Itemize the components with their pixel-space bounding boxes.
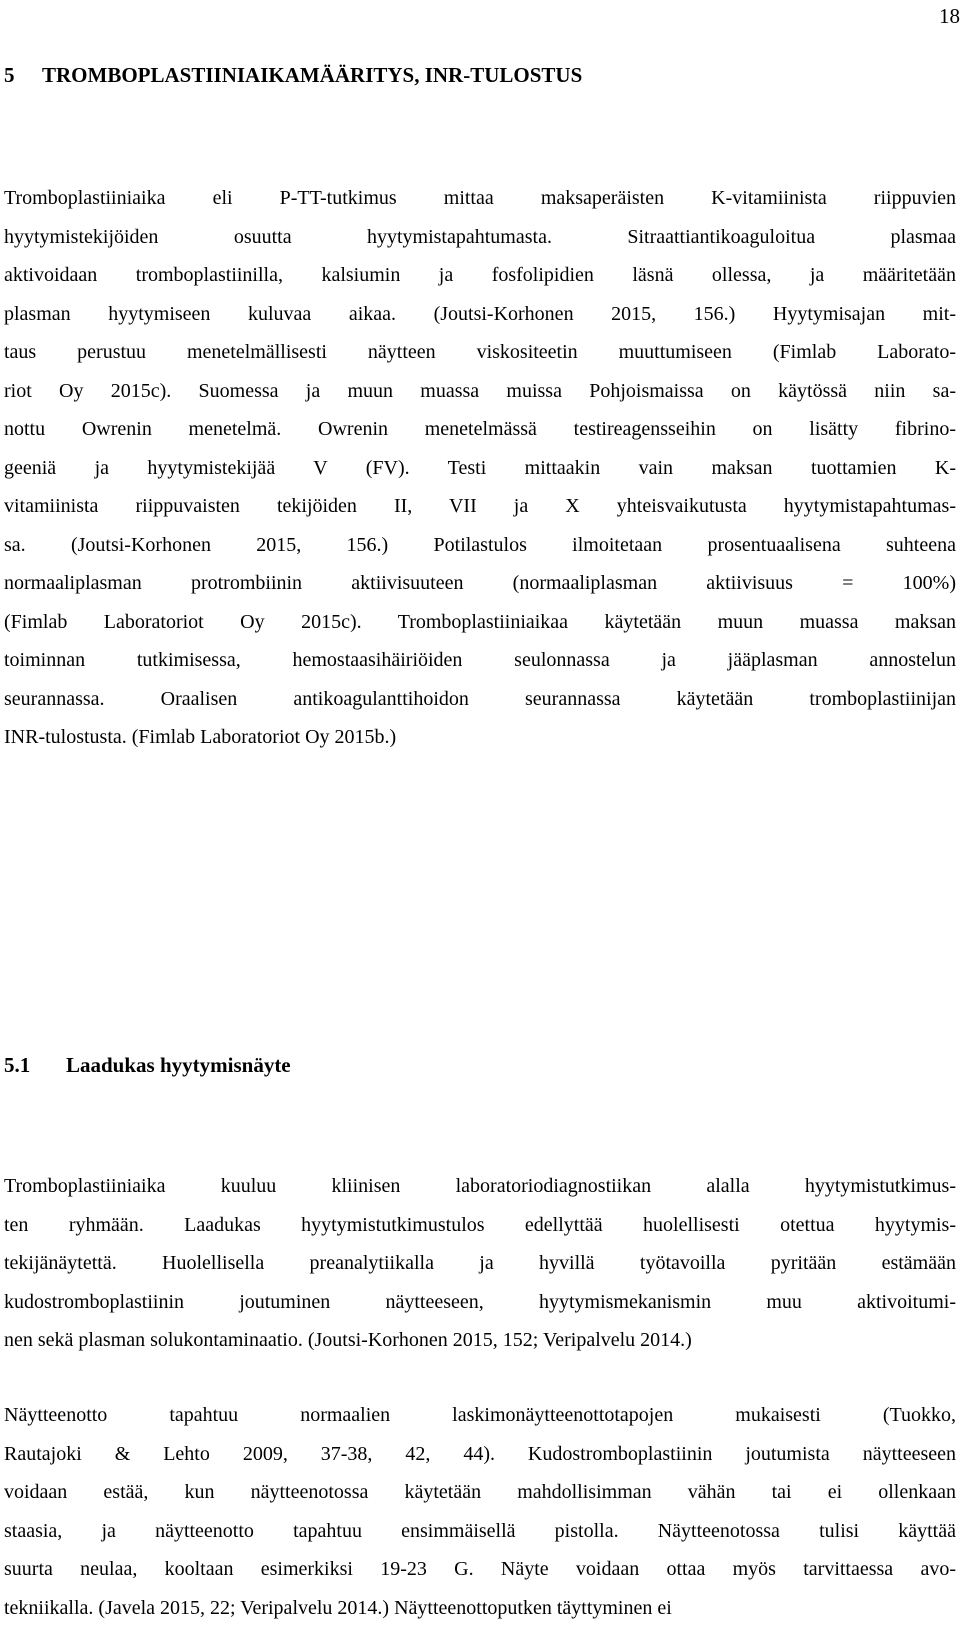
text-line: nottu Owrenin menetelmä. Owrenin menetelmässä testireagensseihin on lisätty fibrino- — [4, 418, 956, 440]
subsection-number: 5.1 — [4, 1053, 31, 1077]
subsection-paragraph-2 — [4, 1396, 956, 1627]
text-line: seurannassa. Oraalisen antikoagulanttihoidon seurannassa käytetään tromboplastiinijan — [4, 687, 956, 710]
text-line: kudostromboplastiinin joutuminen näytteeseen, hyytymismekanismin muu aktivoitumi- — [4, 1290, 956, 1313]
text-line: suurta neulaa, kooltaan esimerkiksi 19-23 G. Näyte voidaan ottaa myös tarvittaessa avo- — [4, 1558, 956, 1580]
text-line: voidaan estää, kun näytteenotossa käytetään mahdollisimman vähän tai ei ollenkaan — [4, 1481, 956, 1503]
text-line: sa. (Joutsi-Korhonen 2015, 156.) Potilastulos ilmoitetaan prosentuaalisena suhteena — [4, 533, 956, 556]
text-line: Tromboplastiiniaika kuuluu kliinisen laboratoriodiagnostiikan alalla hyytymistutkimus- — [4, 1175, 956, 1197]
subsection-paragraph-1 — [4, 1167, 956, 1360]
text-line: plasman hyytymiseen kuluvaa aikaa. (Joutsi-Korhonen 2015, 156.) Hyytymisajan mit- — [4, 302, 956, 325]
section-title: TROMBOPLASTIINIAIKAMÄÄRITYS, INR-TULOSTUS — [42, 63, 583, 87]
text-line: geeniä ja hyytymistekijää V (FV). Testi mittaakin vain maksan tuottamien K- — [4, 456, 956, 479]
text-line: riot Oy 2015c). Suomessa ja muun muassa muissa Pohjoismaissa on käytössä niin sa- — [4, 379, 956, 402]
text-line: nen sekä plasman solukontaminaatio. (Joutsi-Korhonen 2015, 152; Veripalvelu 2014.) — [4, 1329, 692, 1351]
text-line: taus perustuu menetelmällisesti näytteen viskositeetin muuttumiseen (Fimlab Laborato- — [4, 341, 956, 363]
section-number: 5 — [4, 63, 15, 87]
text-line: Näytteenotto tapahtuu normaalien laskimonäytteenottotapojen mukaisesti (Tuokko, — [4, 1404, 956, 1426]
text-line: toiminnan tutkimisessa, hemostaasihäiriöiden seulonnassa ja jääplasman annostelun — [4, 649, 956, 671]
text-line: Rautajoki & Lehto 2009, 37-38, 42, 44). Kudostromboplastiinin joutumista näytteeseen — [4, 1442, 956, 1465]
text-line: hyytymistekijöiden osuutta hyytymistapahtumasta. Sitraattiantikoaguloitua plasmaa — [4, 225, 956, 248]
text-line: (Fimlab Laboratoriot Oy 2015c). Tromboplastiiniaikaa käytetään muun muassa maksan — [4, 610, 956, 633]
subsection-heading — [4, 1053, 291, 1078]
text-line: tekijänäytettä. Huolellisella preanalytiikalla ja hyvillä työtavoilla pyritään estämään — [4, 1252, 956, 1274]
subsection-title: Laadukas hyytymisnäyte — [66, 1053, 291, 1077]
text-line: tekniikalla. (Javela 2015, 22; Veripalvelu 2014.) Näytteenottoputken täyttyminen ei — [4, 1596, 672, 1619]
text-line: Tromboplastiiniaika eli P-TT-tutkimus mittaa maksaperäisten K-vitamiinista riippuvien — [4, 187, 956, 209]
section-paragraph-1 — [4, 179, 956, 757]
text-line: ten ryhmään. Laadukas hyytymistutkimustulos edellyttää huolellisesti otettua hyytymis- — [4, 1213, 956, 1236]
text-line: INR-tulostusta. (Fimlab Laboratoriot Oy 2015b.) — [4, 726, 397, 748]
text-line: staasia, ja näytteenotto tapahtuu ensimmäisellä pistolla. Näytteenotossa tulisi käyttää — [4, 1519, 956, 1542]
section-heading — [4, 63, 582, 88]
text-line: normaaliplasman protrombiinin aktiivisuuteen (normaaliplasman aktiivisuus = 100%) — [4, 572, 956, 594]
text-line: vitamiinista riippuvaisten tekijöiden II, VII ja X yhteisvaikutusta hyytymistapahtumas- — [4, 495, 956, 517]
text-line: aktivoidaan tromboplastiinilla, kalsiumin ja fosfolipidien läsnä ollessa, ja määritetään — [4, 264, 956, 286]
page-number: 18 — [939, 4, 960, 28]
